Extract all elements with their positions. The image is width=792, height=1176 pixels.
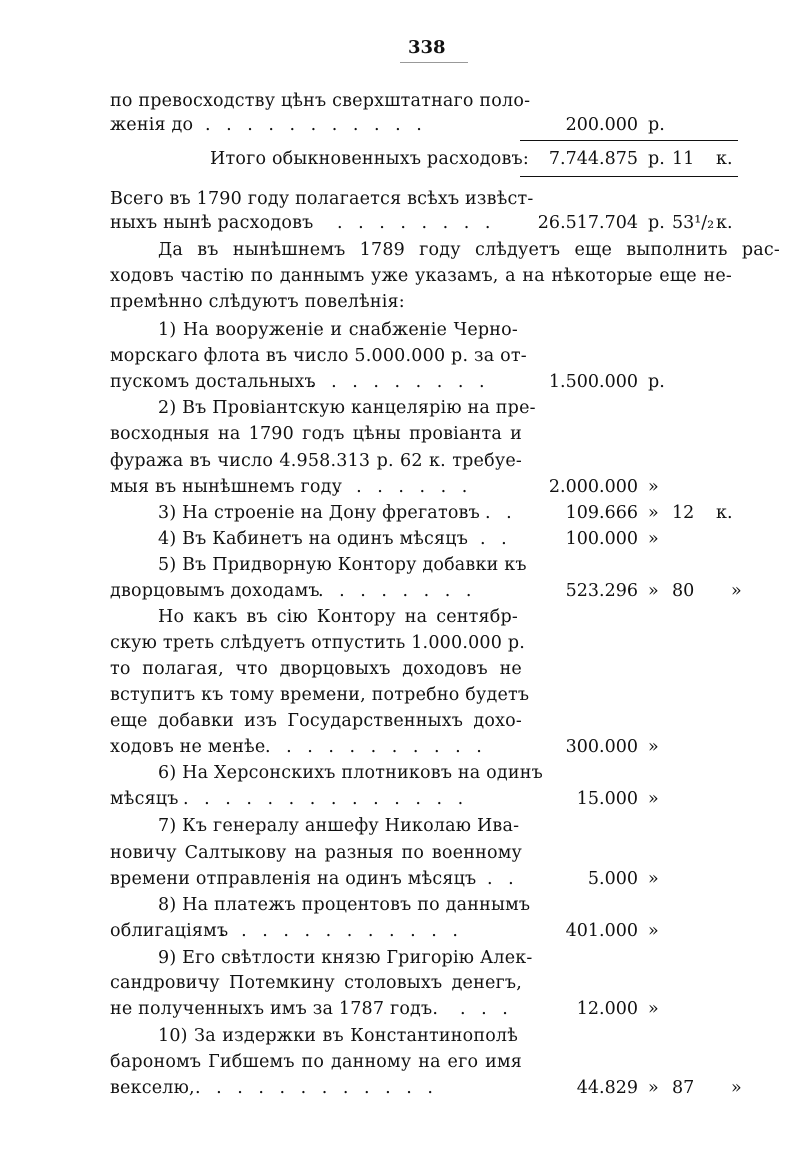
line-text: векселю, <box>110 1078 195 1098</box>
line-text: пускомъ достальныхъ <box>110 372 316 392</box>
page-number: 338 <box>408 37 446 58</box>
kopeck-unit: к. <box>716 503 733 523</box>
text-line <box>0 866 792 892</box>
line-text: не полученныхъ имъ за 1787 годъ. <box>110 999 439 1019</box>
text-line <box>0 526 792 552</box>
line-text: скую треть слѣдуетъ отпустить 1.000.000 р. <box>110 633 526 653</box>
dot-leader: . . . . . . . . . . . <box>265 737 487 757</box>
line-text: вступитъ къ тому времени, потребно будетъ <box>110 685 530 705</box>
line-text: мыя въ нынѣшнемъ году <box>110 477 343 497</box>
dot-leader: . . <box>485 503 517 523</box>
text-line <box>0 630 792 656</box>
line-text: облигаціямъ <box>110 921 229 941</box>
text-line <box>0 369 792 395</box>
text-line <box>0 708 792 734</box>
text-line <box>0 474 792 500</box>
text-line <box>0 448 792 474</box>
kopeck-unit: » <box>731 1078 742 1098</box>
line-text: Да въ нынѣшнемъ 1789 году слѣдуетъ еще выполнить рас- <box>158 240 780 260</box>
text-line <box>0 421 792 447</box>
text-line <box>0 996 792 1022</box>
kopeck-amount: 11 <box>672 149 695 169</box>
line-text: 3) На строеніе на Дону фрегатовъ <box>158 503 480 523</box>
kopeck-amount: 87 <box>672 1078 695 1098</box>
dot-leader: . . . . . . . . . . . . <box>195 1078 438 1098</box>
line-amount: 401.000 <box>565 921 638 941</box>
dot-leader: . . . <box>460 999 513 1019</box>
line-text: новичу Салтыкову на разныя по военному <box>110 843 522 863</box>
text-line <box>0 734 792 760</box>
line-text: 8) На платежъ процентовъ по даннымъ <box>158 895 531 915</box>
text-line <box>0 317 792 343</box>
kopeck-unit: » <box>731 581 742 601</box>
line-amount: 5.000 <box>587 869 638 889</box>
text-line <box>0 112 792 138</box>
text-line <box>0 1075 792 1101</box>
line-text: 2) Въ Провіантскую канцелярію на пре- <box>158 398 536 418</box>
total-rule-bottom <box>520 176 738 177</box>
line-text: времени отправленія на одинъ мѣсяцъ <box>110 869 477 889</box>
line-amount: 300.000 <box>565 737 638 757</box>
kopeck-amount: 80 <box>672 581 695 601</box>
kopeck-amount: 53¹/₂ <box>672 213 715 233</box>
line-text: фуража въ число 4.958.313 р. 62 к. требуе- <box>110 451 522 471</box>
text-line <box>0 786 792 812</box>
line-text: еще добавки изъ Государственныхъ дохо- <box>110 711 522 731</box>
line-text: барономъ Гибшемъ по данному на его имя <box>110 1052 522 1072</box>
dot-leader: . . . . . . . . . . . . . . <box>183 789 469 809</box>
total-rule-top <box>520 140 738 141</box>
line-text: Итого обыкновенныхъ расходовъ: <box>210 149 529 169</box>
text-line <box>0 186 792 212</box>
line-amount: 200.000 <box>565 115 638 135</box>
line-text: дворцовымъ доходамъ <box>110 581 320 601</box>
kopeck-unit: к. <box>716 149 733 169</box>
line-text: 10) За издержки въ Константинополѣ <box>158 1026 518 1046</box>
amount-unit: р. <box>648 149 665 169</box>
line-text: сандровичу Потемкину столовыхъ денегъ, <box>110 973 522 993</box>
line-text: 1) На вооруженіе и снабженіе Черно- <box>158 320 518 340</box>
text-line <box>0 682 792 708</box>
kopeck-unit: к. <box>716 213 733 233</box>
line-text: 6) На Херсонскихъ плотниковъ на одинъ <box>158 763 543 783</box>
page-number-underline <box>400 62 468 63</box>
text-line <box>0 1049 792 1075</box>
amount-unit: р. <box>648 372 665 392</box>
amount-unit: » <box>648 503 659 523</box>
text-line <box>0 760 792 786</box>
text-line <box>0 1023 792 1049</box>
text-line <box>0 892 792 918</box>
text-line <box>0 578 792 604</box>
dot-leader: . . . . . . . . <box>318 581 477 601</box>
amount-unit: » <box>648 529 659 549</box>
dot-leader: . . . . . . . . <box>337 213 496 233</box>
text-line <box>0 840 792 866</box>
amount-unit: » <box>648 869 659 889</box>
line-text: 4) Въ Кабинетъ на одинъ мѣсяцъ <box>158 529 469 549</box>
amount-unit: » <box>648 921 659 941</box>
text-line <box>0 945 792 971</box>
amount-unit: » <box>648 737 659 757</box>
text-line <box>0 210 792 236</box>
text-line <box>0 970 792 996</box>
line-text: морскаго флота въ число 5.000.000 р. за от- <box>110 346 527 366</box>
line-text: 9) Его свѣтлости князю Григорію Алек- <box>158 948 533 968</box>
amount-unit: » <box>648 477 659 497</box>
text-line <box>0 237 792 263</box>
amount-unit: » <box>648 581 659 601</box>
text-line <box>0 656 792 682</box>
line-amount: 523.296 <box>565 581 638 601</box>
line-amount: 100.000 <box>565 529 638 549</box>
line-text: мѣсяцъ <box>110 789 179 809</box>
line-text: премѣнно слѣдуютъ повелѣнія: <box>110 292 405 312</box>
text-line <box>0 500 792 526</box>
line-text: ходовъ частію по даннымъ уже указамъ, а на нѣкоторые еще не- <box>110 266 732 286</box>
text-line <box>0 918 792 944</box>
line-amount: 26.517.704 <box>537 213 638 233</box>
line-amount: 12.000 <box>576 999 638 1019</box>
line-text: Но какъ въ сію Контору на сентябр- <box>158 607 518 627</box>
line-text: 5) Въ Придворную Контору добавки къ <box>158 555 527 575</box>
line-text: женія до <box>110 115 194 135</box>
amount-unit: р. <box>648 213 665 233</box>
amount-unit: р. <box>648 115 665 135</box>
text-line <box>0 146 792 172</box>
dot-leader: . . . . . . . . . . . <box>205 115 427 135</box>
line-amount: 109.666 <box>565 503 638 523</box>
line-amount: 44.829 <box>576 1078 638 1098</box>
line-text: ходовъ не менѣе <box>110 737 266 757</box>
dot-leader: . . <box>487 869 519 889</box>
text-line <box>0 604 792 630</box>
line-amount: 2.000.000 <box>548 477 638 497</box>
line-amount: 15.000 <box>576 789 638 809</box>
amount-unit: » <box>648 789 659 809</box>
line-amount: 1.500.000 <box>548 372 638 392</box>
amount-unit: » <box>648 1078 659 1098</box>
text-line <box>0 343 792 369</box>
dot-leader: . . . . . . . . . <box>310 372 490 392</box>
dot-leader: . . . . . . . . . . . . <box>220 921 463 941</box>
text-line <box>0 813 792 839</box>
text-line <box>0 289 792 315</box>
text-line <box>0 88 792 114</box>
line-text: ныхъ нынѣ расходовъ <box>110 213 314 233</box>
dot-leader: . . <box>480 529 512 549</box>
text-line <box>0 395 792 421</box>
line-text: то полагая, что дворцовыхъ доходовъ не <box>110 659 522 679</box>
line-text: 7) Къ генералу аншефу Николаю Ива- <box>158 816 520 836</box>
kopeck-amount: 12 <box>672 503 695 523</box>
dot-leader: . . . . . . . <box>335 477 473 497</box>
line-text: восходныя на 1790 годъ цѣны провіанта и <box>110 424 522 444</box>
amount-unit: » <box>648 999 659 1019</box>
line-text: по превосходству цѣнъ сверхштатнаго поло- <box>110 91 531 111</box>
text-line <box>0 263 792 289</box>
text-line <box>0 552 792 578</box>
line-amount: 7.744.875 <box>548 149 638 169</box>
line-text: Всего въ 1790 году полагается всѣхъ извѣст- <box>110 189 534 209</box>
